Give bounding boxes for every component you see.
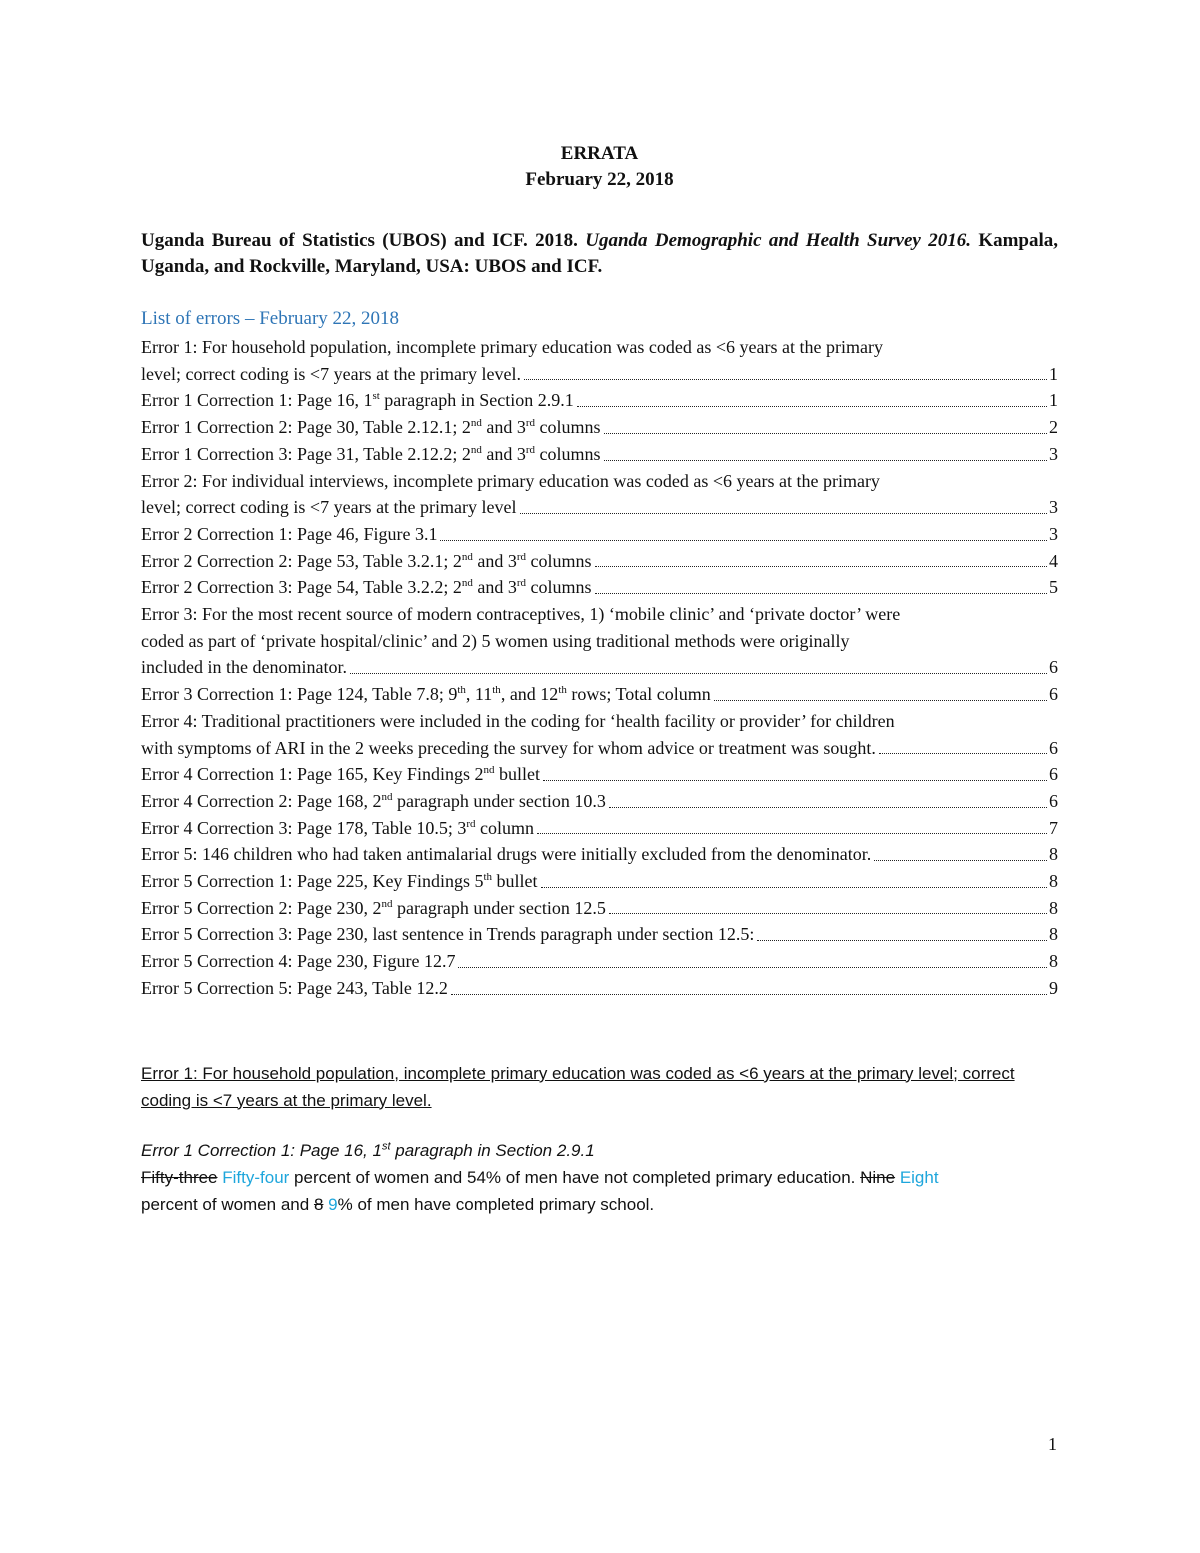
dot-leader [541,887,1047,888]
toc-entry-error-2[interactable] [141,468,1058,521]
toc-entry-error-2-correction-1[interactable] [141,521,1058,548]
dot-leader [879,753,1047,754]
table-of-contents [141,334,1058,1002]
toc-page-number: 4 [1049,550,1058,571]
page-content [141,141,1058,1218]
toc-entry-text: Error 1 Correction 2: Page 30, Table 2.12.1; 2nd and 3rd columns [141,417,601,438]
toc-entry-text: level; correct coding is <7 years at the primary level. [141,363,522,384]
dot-leader [543,780,1047,781]
dot-leader [451,994,1047,995]
toc-entry-text: Error 2 Correction 1: Page 46, Figure 3.1 [141,523,438,544]
toc-entry-text: Error 4 Correction 2: Page 168, 2nd paragraph under section 10.3 [141,790,606,811]
toc-page-number: 8 [1049,924,1058,945]
toc-entry-error-3[interactable] [141,601,1058,681]
dot-leader [350,673,1047,674]
toc-heading: List of errors – February 22, 2018 [141,308,400,329]
citation-prefix: Uganda Bureau of Statistics (UBOS) and ICF. 2018. [141,230,586,251]
inserted-text: 9 [328,1194,338,1214]
toc-entry-error-3-correction-1[interactable] [141,681,1058,708]
toc-page-number: 6 [1049,657,1058,678]
correction-paragraph [141,1164,1058,1218]
toc-entry-text: Error 5 Correction 1: Page 225, Key Findings 5th bullet [141,871,538,892]
toc-entry-text: Error 5 Correction 3: Page 230, last sentence in Trends paragraph under section 12.5: [141,924,755,945]
toc-page-number: 6 [1049,764,1058,785]
toc-entry-text: Error 1: For household population, incomplete primary education was coded as <6 years at the primary [141,337,883,357]
toc-entry-text: Error 5 Correction 4: Page 230, Figure 12.7 [141,951,456,972]
toc-entry-text: with symptoms of ARI in the 2 weeks preceding the survey for whom advice or treatment was sought. [141,737,876,758]
document-title: ERRATA [560,143,639,164]
dot-leader [520,513,1047,514]
inserted-text: Fifty-four [222,1167,290,1187]
citation-suffix: Kampala, Uganda, and Rockville, Maryland, USA: UBOS and ICF. [141,230,1059,277]
toc-page-number: 1 [1049,363,1058,384]
correction-heading: Error 1 Correction 1: Page 16, 1st paragraph in Section 2.9.1 [141,1139,595,1160]
toc-page-number: 3 [1049,523,1058,544]
toc-entry-text: included in the denominator. [141,657,347,678]
toc-entry-text: coded as part of ‘private hospital/clinic’ and 2) 5 women using traditional methods were originally [141,630,850,651]
toc-entry-text: Error 3 Correction 1: Page 124, Table 7.8; 9th, 11th, and 12th rows; Total column [141,684,711,705]
toc-page-number: 1 [1049,390,1058,411]
dot-leader [714,700,1047,701]
citation-title: Uganda Demographic and Health Survey 2016. [585,230,971,251]
toc-entry-text: Error 5: 146 children who had taken antimalarial drugs were initially excluded from the denominator. [141,844,872,865]
toc-page-number: 2 [1049,417,1058,438]
toc-entry-text: Error 4 Correction 3: Page 178, Table 10.5; 3rd column [141,817,535,838]
toc-entry-error-4-correction-2[interactable] [141,788,1058,815]
dot-leader [524,379,1047,380]
toc-entry-error-1-correction-1[interactable] [141,387,1058,414]
toc-entry-error-1[interactable] [141,334,1058,387]
toc-page-number: 8 [1049,951,1058,972]
page-number: 1 [1048,1434,1057,1454]
dot-leader [609,913,1047,914]
toc-entry-error-5-correction-4[interactable] [141,948,1058,975]
dot-leader [874,860,1047,861]
section-heading-error-1: Error 1: For household population, incomplete primary education was coded as <6 years at the primary level; correct coding is <7 years at the primary level. [141,1063,1015,1110]
toc-entry-error-1-correction-3[interactable] [141,441,1058,468]
toc-entry-text: Error 5 Correction 2: Page 230, 2nd paragraph under section 12.5 [141,897,606,918]
toc-entry-error-5-correction-2[interactable] [141,895,1058,922]
dot-leader [604,460,1047,461]
toc-entry-text: Error 4 Correction 1: Page 165, Key Findings 2nd bullet [141,764,540,785]
dot-leader [604,433,1047,434]
toc-entry-text: Error 2 Correction 3: Page 54, Table 3.2.2; 2nd and 3rd columns [141,577,592,598]
body-text: percent of women and [141,1194,314,1214]
dot-leader [440,540,1047,541]
dot-leader [595,566,1047,567]
toc-page-number: 6 [1049,684,1058,705]
toc-entry-error-4-correction-3[interactable] [141,815,1058,842]
deleted-text: Nine [860,1167,896,1187]
toc-entry-error-2-correction-2[interactable] [141,548,1058,575]
dot-leader [458,967,1047,968]
toc-entry-error-4-correction-1[interactable] [141,761,1058,788]
toc-entry-text: Error 2 Correction 2: Page 53, Table 3.2.1; 2nd and 3rd columns [141,550,592,571]
body-text: % of men have completed primary school. [337,1194,655,1214]
document-date: February 22, 2018 [525,169,674,190]
toc-page-number: 8 [1049,871,1058,892]
toc-entry-text: level; correct coding is <7 years at the primary level [141,497,517,518]
toc-entry-error-4[interactable] [141,708,1058,761]
toc-entry-text: Error 3: For the most recent source of modern contraceptives, 1) ‘mobile clinic’ and ‘private doctor’ were [141,604,901,625]
toc-page-number: 3 [1049,443,1058,464]
toc-entry-error-5[interactable] [141,841,1058,868]
toc-entry-text: Error 5 Correction 5: Page 243, Table 12.2 [141,977,448,998]
toc-page-number: 7 [1049,817,1058,838]
toc-entry-error-2-correction-3[interactable] [141,574,1058,601]
toc-page-number: 3 [1049,497,1058,518]
citation [141,228,1058,280]
toc-entry-error-1-correction-2[interactable] [141,414,1058,441]
toc-entry-text: Error 4: Traditional practitioners were included in the coding for ‘health facility or provider’ for children [141,710,895,731]
toc-entry-text: Error 1 Correction 1: Page 16, 1st paragraph in Section 2.9.1 [141,390,574,411]
toc-page-number: 8 [1049,844,1058,865]
dot-leader [595,593,1047,594]
toc-entry-error-5-correction-3[interactable] [141,921,1058,948]
deleted-text: Fifty-three [141,1167,218,1187]
toc-entry-text: Error 2: For individual interviews, incomplete primary education was coded as <6 years at the primary [141,470,880,491]
toc-page-number: 6 [1049,737,1058,758]
toc-entry-error-5-correction-1[interactable] [141,868,1058,895]
dot-leader [537,833,1047,834]
toc-entry-text: Error 1 Correction 3: Page 31, Table 2.12.2; 2nd and 3rd columns [141,443,601,464]
deleted-text: 8 [313,1194,324,1214]
toc-page-number: 5 [1049,577,1058,598]
toc-entry-error-5-correction-5[interactable] [141,975,1058,1002]
dot-leader [577,406,1047,407]
body-text: percent of women and 54% of men have not completed primary education. [289,1167,861,1187]
inserted-text: Eight [899,1167,939,1187]
toc-page-number: 9 [1049,977,1058,998]
toc-page-number: 8 [1049,897,1058,918]
dot-leader [609,807,1047,808]
dot-leader [757,940,1047,941]
toc-page-number: 6 [1049,790,1058,811]
